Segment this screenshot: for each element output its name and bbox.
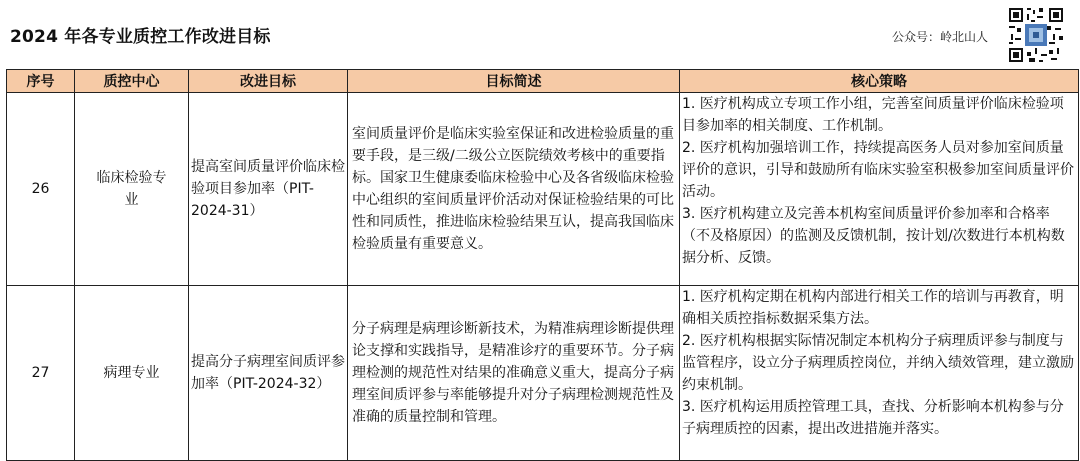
col-header-goal: 改进目标 <box>189 70 348 93</box>
cell-desc: 室间质量评价是临床实验室保证和改进检验质量的重要手段，是三级/二级公立医院绩效考核中的重要指标。国家卫生健康委临床检验中心及各省级临床检验中心组织的室间质量评价活动对保证检验结果的可比性和同质性，推进临床检验结果互认，提高我国临床检验质量有重要意义。 <box>348 93 680 286</box>
col-header-no: 序号 <box>7 70 75 93</box>
col-header-desc: 目标简述 <box>348 70 680 93</box>
cell-center: 临床检验专业 <box>75 93 189 286</box>
col-header-strategy: 核心策略 <box>680 70 1079 93</box>
cell-no: 26 <box>7 93 75 286</box>
cell-strategy <box>680 93 1079 286</box>
cell-no: 27 <box>7 286 75 461</box>
strategy-item: 2. 医疗机构根据实际情况制定本机构分子病理质评参与制度与监管程序，设立分子病理质控岗位，并纳入绩效管理，建立激励约束机制。 <box>682 333 1074 393</box>
page-title: 2024 年各专业质控工作改进目标 <box>10 27 271 47</box>
cell-goal: 提高分子病理室间质评参加率（PIT-2024-32） <box>189 286 348 461</box>
table-header-row <box>7 70 1079 93</box>
cell-desc: 分子病理是病理诊断新技术，为精准病理诊断提供理论支撑和实践指导，是精准诊疗的重要环节。分子病理检测的规范性对结果的准确意义重大，提高分子病理室间质评参与率能够提升对分子病理检测规范性及准确的质量控制和管理。 <box>348 286 680 461</box>
table-row <box>7 286 1079 461</box>
col-header-center: 质控中心 <box>75 70 189 93</box>
cell-goal: 提高室间质量评价临床检验项目参加率（PIT-2024-31） <box>189 93 348 286</box>
strategy-item: 1. 医疗机构成立专项工作小组，完善室间质量评价临床检验项目参加率的相关制度、工作机制。 <box>682 96 1064 134</box>
strategy-item: 2. 医疗机构加强培训工作，持续提高医务人员对参加室间质量评价的意识，引导和鼓励所有临床实验室积极参加室间质量评价活动。 <box>682 140 1074 200</box>
cell-strategy <box>680 286 1079 461</box>
quality-goals-table <box>6 69 1079 461</box>
qr-code-icon <box>1007 6 1065 64</box>
source-label: 公众号：岭北山人 <box>891 30 988 44</box>
strategy-item: 3. 医疗机构建立及完善本机构室间质量评价参加率和合格率（不及格原因）的监测及反馈机制，按计划/次数进行本机构数据分析、反馈。 <box>682 206 1065 266</box>
strategy-item: 1. 医疗机构定期在机构内部进行相关工作的培训与再教育，明确相关质控指标数据采集方法。 <box>682 289 1064 327</box>
strategy-item: 3. 医疗机构运用质控管理工具，查找、分析影响本机构参与分子病理质控的因素，提出改进措施并落实。 <box>682 399 1064 437</box>
cell-center: 病理专业 <box>75 286 189 461</box>
table-row <box>7 93 1079 286</box>
